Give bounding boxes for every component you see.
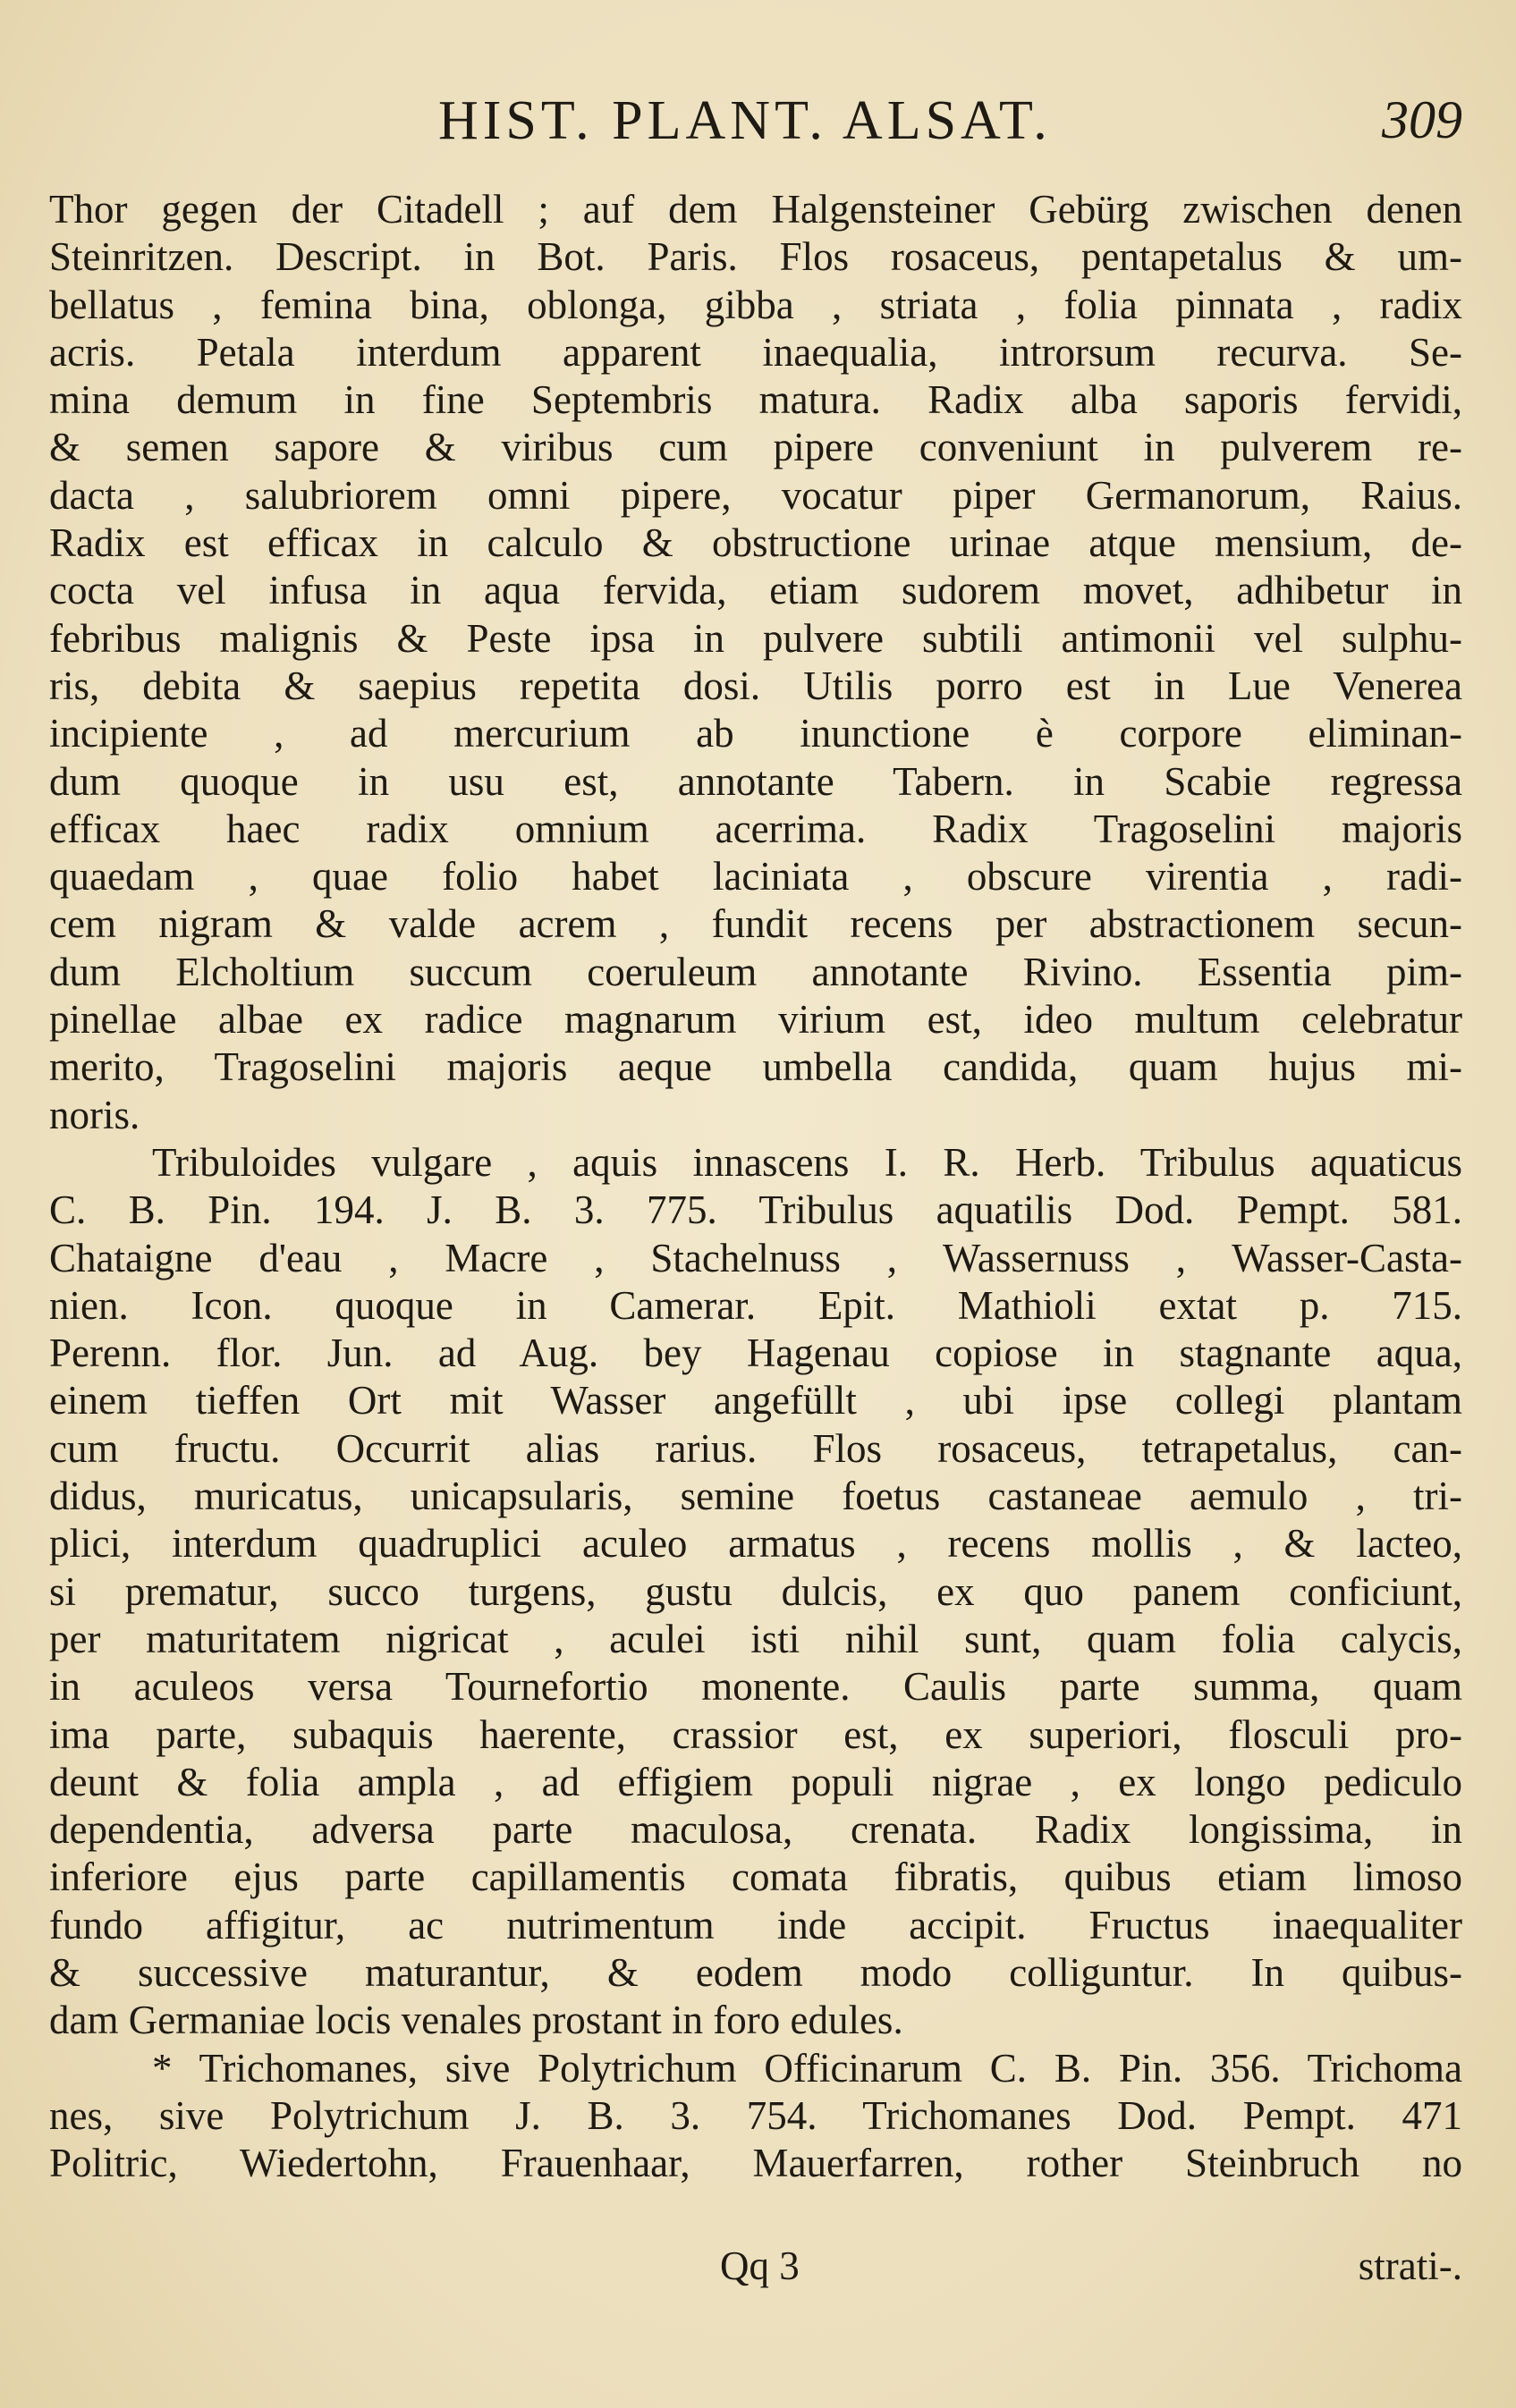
text-line: cem nigram & valde acrem , fundit recens per abstractionem secun- [49, 901, 1462, 947]
entry-heading-line: Tribuloides vulgare , aquis innascens I. R. Herb. Tribulus aquaticus [152, 1139, 1462, 1185]
text-line: mina demum in fine Septembris matura. Radix alba saporis fervidi, [49, 377, 1462, 423]
text-line: & semen sapore & viribus cum pipere conveniunt in pulverem re- [49, 425, 1462, 470]
text-line: efficax haec radix omnium acerrima. Radix Tragoselini majoris [49, 806, 1462, 851]
text-line: quaedam , quae folio habet laciniata , obscure virentia , radi- [49, 854, 1462, 900]
text-line: Politric, Wiedertohn, Frauenhaar, Mauerfarren, rother Steinbruch no [49, 2141, 1462, 2186]
page-header [0, 89, 1516, 161]
text-line: dum Elcholtium succum coeruleum annotante Rivino. Essentia pim- [49, 949, 1462, 994]
text-line: incipiente , ad mercurium ab inunctione è corpore eliminan- [49, 711, 1462, 756]
text-line: per maturitatem nigricat , aculei isti nihil sunt, quam folia calycis, [49, 1616, 1462, 1661]
text-line: deunt & folia ampla , ad effigiem populi nigrae , ex longo pediculo [49, 1759, 1462, 1804]
running-head: HIST. PLANT. ALSAT. [438, 90, 1052, 151]
text-line: nes, sive Polytrichum J. B. 3. 754. Trichomanes Dod. Pempt. 471 [49, 2092, 1462, 2138]
text-line: dependentia, adversa parte maculosa, crenata. Radix longissima, in [49, 1807, 1462, 1853]
text-line: in aculeos versa Tournefortio monente. Caulis parte summa, quam [49, 1664, 1462, 1710]
text-line: dum quoque in usu est, annotante Tabern. in Scabie regressa [49, 758, 1462, 804]
text-line: Radix est efficax in calculo & obstructione urinae atque mensium, de- [49, 520, 1462, 566]
text-line: didus, muricatus, unicapsularis, semine foetus castaneae aemulo , tri- [49, 1474, 1462, 1519]
text-line: acris. Petala interdum apparent inaequalia, introrsum recurva. Se- [49, 329, 1462, 375]
text-line: Chataigne d'eau , Macre , Stachelnuss , Wassernuss , Wasser-Casta- [49, 1235, 1462, 1280]
text-line: fundo affigitur, ac nutrimentum inde accipit. Fructus inaequaliter [49, 1902, 1462, 1948]
page-number: 309 [1382, 90, 1462, 149]
page-footer [0, 2243, 1516, 2296]
text-line: Perenn. flor. Jun. ad Aug. bey Hagenau copiose in stagnante aqua, [49, 1331, 1462, 1376]
text-line: ris, debita & saepius repetita dosi. Utilis porro est in Lue Venerea [49, 663, 1462, 708]
body-text [49, 186, 1462, 2187]
text-line: dam Germaniae locis venales prostant in foro edules. [49, 1998, 903, 2043]
entry-heading-line: * Trichomanes, sive Polytrichum Officinarum C. B. Pin. 356. Trichoma [152, 2045, 1462, 2091]
signature-mark: Qq 3 [720, 2243, 800, 2288]
text-line: pinellae albae ex radice magnarum virium est, ideo multum celebratur [49, 997, 1462, 1043]
text-line: merito, Tragoselini majoris aeque umbella candida, quam hujus mi- [49, 1044, 1462, 1090]
text-line: noris. [49, 1092, 140, 1137]
text-line: Steinritzen. Descript. in Bot. Paris. Flos rosaceus, pentapetalus & um- [49, 234, 1462, 280]
text-line: C. B. Pin. 194. J. B. 3. 775. Tribulus aquatilis Dod. Pempt. 581. [49, 1187, 1462, 1233]
text-line: plici, interdum quadruplici aculeo armatus , recens mollis , & lacteo, [49, 1521, 1462, 1567]
text-line: inferiore ejus parte capillamentis comata fibratis, quibus etiam limoso [49, 1855, 1462, 1900]
text-line: & successive maturantur, & eodem modo colliguntur. In quibus- [49, 1949, 1462, 1995]
text-line: ima parte, subaquis haerente, crassior est, ex superiori, flosculi pro- [49, 1711, 1462, 1757]
text-line: si prematur, succo turgens, gustu dulcis, ex quo panem conficiunt, [49, 1568, 1462, 1614]
text-line: Thor gegen der Citadell ; auf dem Halgensteiner Gebürg zwischen denen [49, 187, 1462, 232]
text-line: nien. Icon. quoque in Camerar. Epit. Mathioli extat p. 715. [49, 1282, 1462, 1328]
catchword: strati-. [1358, 2243, 1462, 2288]
text-line: einem tieffen Ort mit Wasser angefüllt , ubi ipse collegi plantam [49, 1378, 1462, 1424]
text-line: bellatus , femina bina, oblonga, gibba , striata , folia pinnata , radix [49, 282, 1462, 327]
text-line: cocta vel infusa in aqua fervida, etiam sudorem movet, adhibetur in [49, 568, 1462, 613]
text-line: cum fructu. Occurrit alias rarius. Flos rosaceus, tetrapetalus, can- [49, 1425, 1462, 1471]
text-line: dacta , salubriorem omni pipere, vocatur piper Germanorum, Raius. [49, 472, 1462, 518]
text-line: febribus malignis & Peste ipsa in pulvere subtili antimonii vel sulphu- [49, 615, 1462, 661]
